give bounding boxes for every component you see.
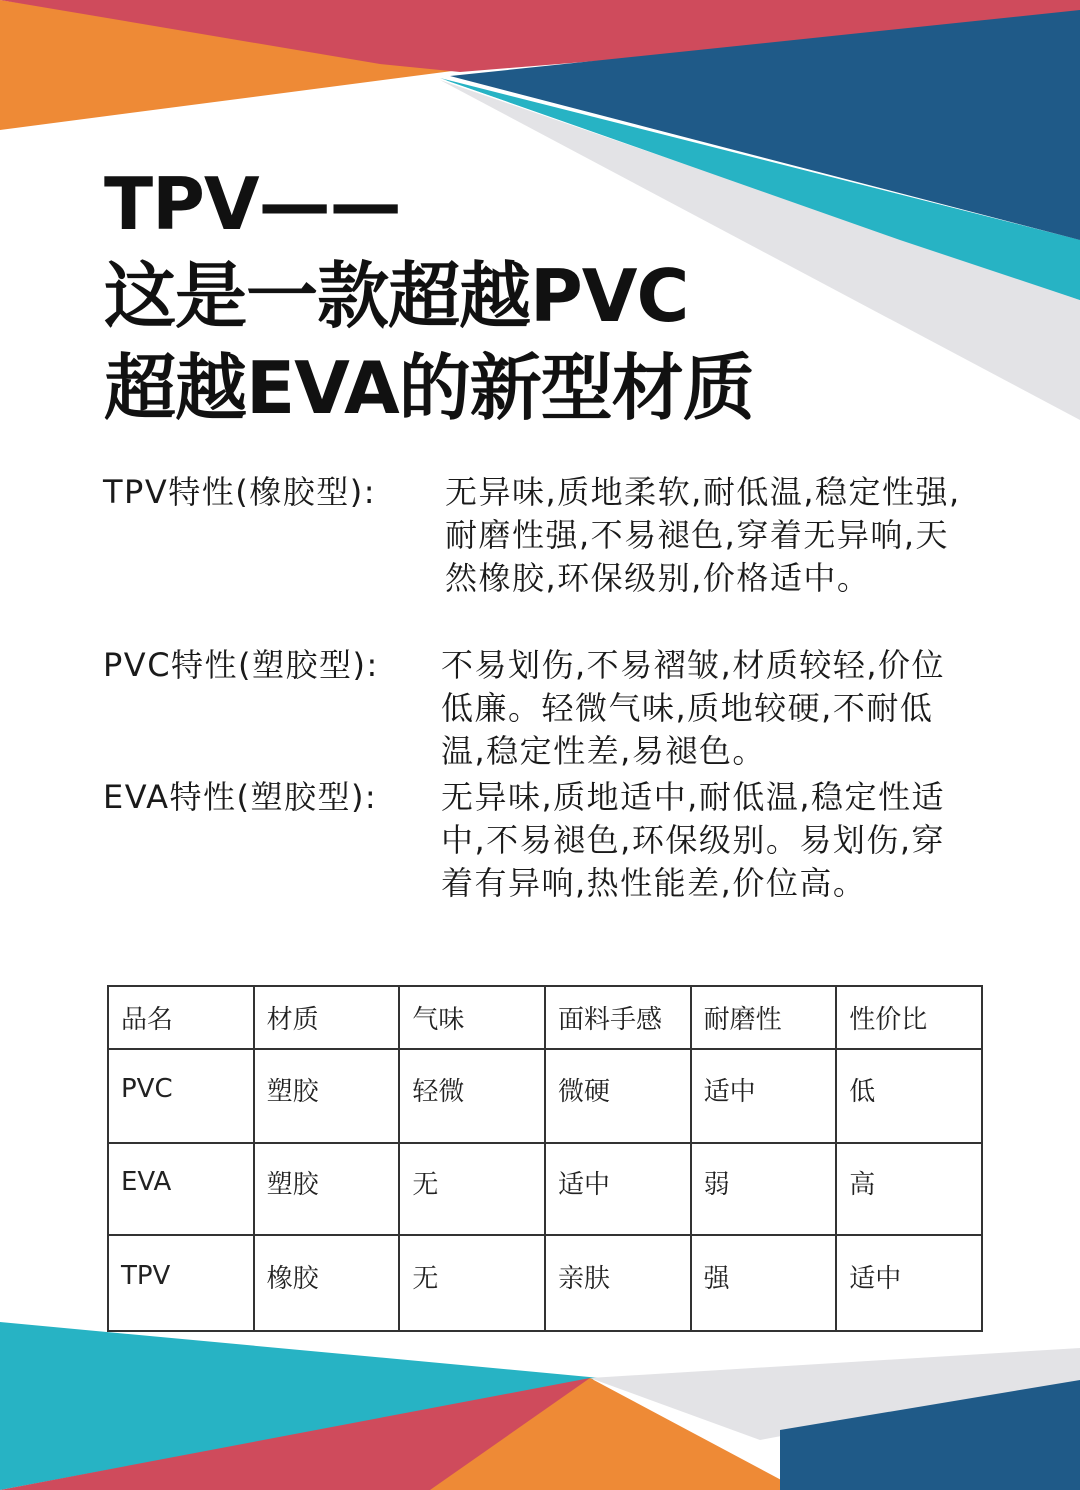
page-title: [104, 158, 754, 434]
table-header-cell: 品名: [108, 986, 254, 1049]
feature-description: 不易划伤,不易褶皱,材质较轻,价位低廉。轻微气味,质地较硬,不耐低温,稳定性差,易褪色。: [441, 646, 946, 770]
comparison-table: [107, 985, 983, 1332]
table-cell: 弱: [691, 1143, 837, 1235]
table-row: [108, 1143, 982, 1235]
title-line-1: TPV——: [104, 162, 401, 246]
table-header-cell: 面料手感: [545, 986, 691, 1049]
feature-description: 无异味,质地适中,耐低温,稳定性适中,不易褪色,环保级别。易划伤,穿着有异响,热性能差,价位高。: [441, 778, 946, 902]
table-cell: 低: [836, 1049, 982, 1143]
table-cell: 高: [836, 1143, 982, 1235]
table-cell: 适中: [691, 1049, 837, 1143]
feature-label: EVA特性(塑胶型):: [103, 778, 378, 816]
table-row: [108, 1235, 982, 1331]
table-cell: 适中: [836, 1235, 982, 1331]
table-cell: 无: [399, 1143, 545, 1235]
table-header-cell: 气味: [399, 986, 545, 1049]
title-line-2: 这是一款超越PVC: [104, 254, 689, 338]
table-header-cell: 性价比: [836, 986, 982, 1049]
table-cell: 橡胶: [254, 1235, 400, 1331]
table-cell: 无: [399, 1235, 545, 1331]
table-cell: 塑胶: [254, 1049, 400, 1143]
table-cell: EVA: [108, 1143, 254, 1235]
feature-label: TPV特性(橡胶型):: [103, 473, 376, 511]
table-cell: 亲肤: [545, 1235, 691, 1331]
table-cell: 塑胶: [254, 1143, 400, 1235]
table-cell: 适中: [545, 1143, 691, 1235]
table-cell: PVC: [108, 1049, 254, 1143]
table-row: [108, 1049, 982, 1143]
table-header-cell: 材质: [254, 986, 400, 1049]
feature-description: 无异味,质地柔软,耐低温,稳定性强,耐磨性强,不易褪色,穿着无异响,天然橡胶,环保级别,价格适中。: [445, 473, 961, 597]
table-cell: TPV: [108, 1235, 254, 1331]
table-header-row: [108, 986, 982, 1049]
feature-label: PVC特性(塑胶型):: [103, 646, 379, 684]
table-cell: 轻微: [399, 1049, 545, 1143]
title-line-3: 超越EVA的新型材质: [104, 346, 754, 430]
table-cell: 微硬: [545, 1049, 691, 1143]
table-cell: 强: [691, 1235, 837, 1331]
table-header-cell: 耐磨性: [691, 986, 837, 1049]
